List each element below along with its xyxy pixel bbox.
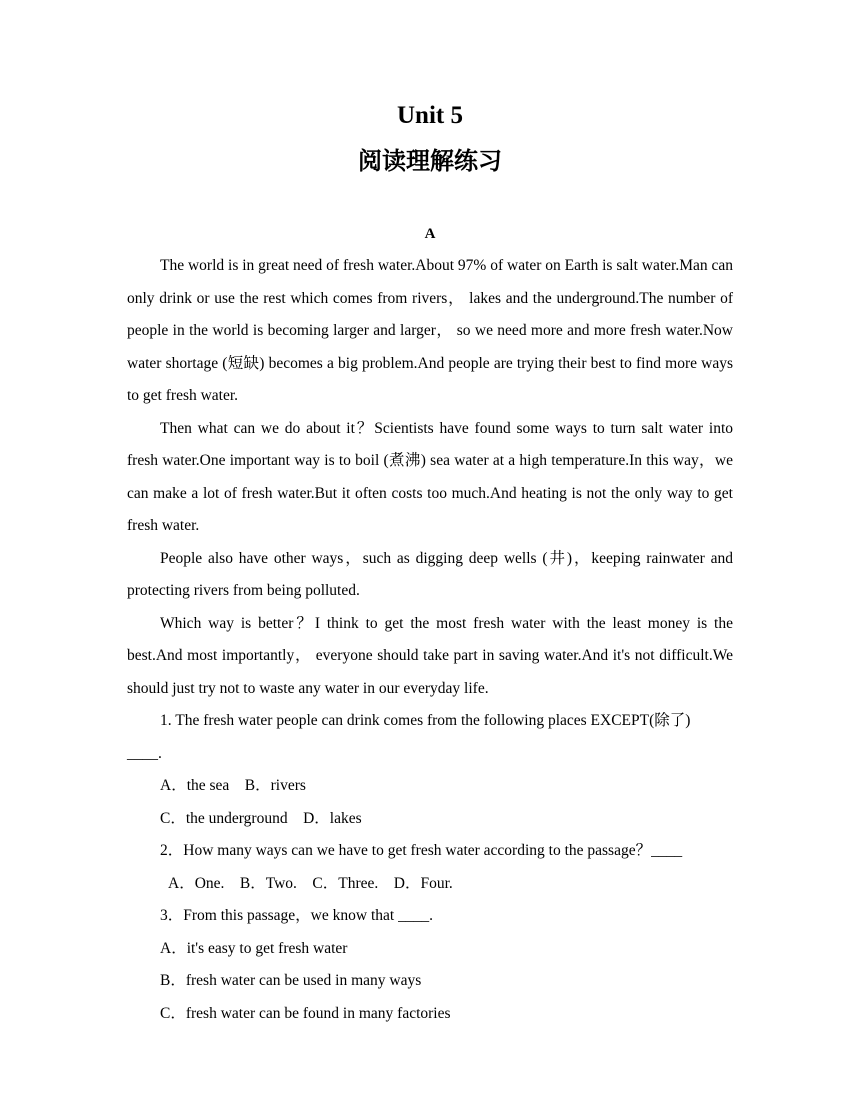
document-subtitle: 阅读理解练习	[358, 146, 502, 175]
passage-body	[127, 250, 733, 1030]
question-1-blank: ____.	[127, 744, 162, 762]
passage-paragraph-1: The world is in great need of fresh water.About 97% of water on Earth is salt water.Man can only drink or use the rest which comes from rivers， lakes and the underground.The number of people in the world is becoming larger and larger， so we need more and more fresh water.Now water shortage (短缺) becomes a big problem.And people are trying their best to find more ways to get fresh water.	[127, 257, 733, 404]
passage-paragraph-4: Which way is better？I think to get the most fresh water with the least money is the best.And most importantly， everyone should take part in saving water.And it's not difficult.We should just try not to waste any water in our everyday life.	[127, 614, 733, 697]
question-2-options: A．One. B．Two. C．Three. D．Four.	[168, 874, 453, 892]
passage-paragraph-2: Then what can we do about it？Scientists have found some ways to turn salt water into fresh water.One important way is to boil (煮沸) sea water at a high temperature.In this way，we can make a lot of fresh water.But it often costs too much.And heating is not the only way to get fresh water.	[127, 419, 733, 534]
question-3-option-c: C．fresh water can be found in many factories	[160, 1004, 451, 1022]
question-1-options-ab: A．the sea B．rivers	[160, 777, 306, 794]
question-1-options-cd: C．the underground D．lakes	[160, 809, 362, 827]
question-1-stem: 1. The fresh water people can drink comes from the following places EXCEPT(除了)	[160, 712, 691, 729]
question-3-option-a: A．it's easy to get fresh water	[160, 939, 348, 957]
section-label: A	[424, 226, 436, 242]
question-3-stem: 3．From this passage，we know that ____.	[160, 907, 433, 924]
question-2-stem: 2．How many ways can we have to get fresh water according to the passage？____	[160, 842, 683, 859]
question-3-option-b: B．fresh water can be used in many ways	[160, 972, 422, 989]
document-title: Unit 5	[397, 102, 463, 129]
passage-paragraph-3: People also have other ways，such as digging deep wells (井)，keeping rainwater and protecting rivers from being polluted.	[127, 549, 733, 599]
